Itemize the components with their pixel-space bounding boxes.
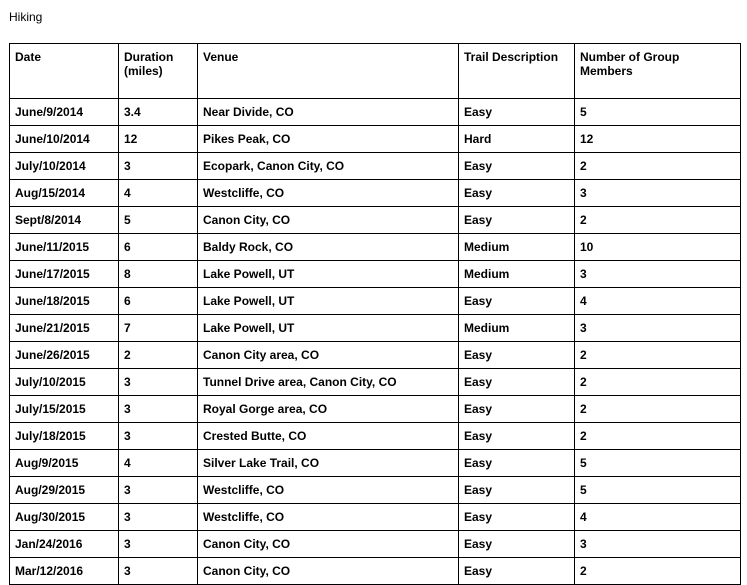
- cell-group-members: 5: [575, 477, 741, 504]
- cell-venue: Canon City area, CO: [198, 342, 459, 369]
- cell-trail-description: Medium: [459, 315, 575, 342]
- cell-date: July/15/2015: [10, 396, 119, 423]
- cell-group-members: 3: [575, 180, 741, 207]
- cell-venue: Lake Powell, UT: [198, 261, 459, 288]
- cell-date: Sept/8/2014: [10, 207, 119, 234]
- cell-group-members: 4: [575, 288, 741, 315]
- table-row: [10, 207, 741, 234]
- cell-trail-description: Easy: [459, 342, 575, 369]
- table-row: [10, 531, 741, 558]
- cell-duration: 3: [119, 153, 198, 180]
- column-header-venue: Venue: [198, 44, 459, 99]
- cell-trail-description: Easy: [459, 423, 575, 450]
- table-row: [10, 126, 741, 153]
- cell-trail-description: Medium: [459, 234, 575, 261]
- table-header-row: [10, 44, 741, 99]
- cell-venue: Westcliffe, CO: [198, 504, 459, 531]
- cell-duration: 2: [119, 342, 198, 369]
- cell-trail-description: Easy: [459, 288, 575, 315]
- cell-group-members: 12: [575, 126, 741, 153]
- cell-group-members: 3: [575, 531, 741, 558]
- cell-date: June/10/2014: [10, 126, 119, 153]
- cell-duration: 3: [119, 558, 198, 585]
- cell-group-members: 5: [575, 99, 741, 126]
- cell-group-members: 2: [575, 558, 741, 585]
- cell-venue: Royal Gorge area, CO: [198, 396, 459, 423]
- cell-duration: 4: [119, 450, 198, 477]
- cell-venue: Tunnel Drive area, Canon City, CO: [198, 369, 459, 396]
- cell-duration: 3: [119, 504, 198, 531]
- hiking-table: [9, 43, 741, 585]
- cell-trail-description: Easy: [459, 153, 575, 180]
- cell-date: June/26/2015: [10, 342, 119, 369]
- table-row: [10, 288, 741, 315]
- cell-trail-description: Easy: [459, 396, 575, 423]
- cell-duration: 8: [119, 261, 198, 288]
- cell-date: Aug/29/2015: [10, 477, 119, 504]
- cell-date: July/18/2015: [10, 423, 119, 450]
- cell-date: June/18/2015: [10, 288, 119, 315]
- table-row: [10, 261, 741, 288]
- cell-venue: Canon City, CO: [198, 558, 459, 585]
- cell-duration: 6: [119, 288, 198, 315]
- column-header-group-members: Number of Group Members: [575, 44, 741, 99]
- table-row: [10, 99, 741, 126]
- table-row: [10, 369, 741, 396]
- cell-trail-description: Easy: [459, 477, 575, 504]
- cell-group-members: 2: [575, 342, 741, 369]
- cell-date: June/11/2015: [10, 234, 119, 261]
- cell-trail-description: Easy: [459, 504, 575, 531]
- cell-trail-description: Easy: [459, 369, 575, 396]
- cell-date: Mar/12/2016: [10, 558, 119, 585]
- cell-date: Jan/24/2016: [10, 531, 119, 558]
- cell-venue: Westcliffe, CO: [198, 477, 459, 504]
- table-row: [10, 234, 741, 261]
- table-row: [10, 315, 741, 342]
- cell-trail-description: Easy: [459, 531, 575, 558]
- cell-trail-description: Easy: [459, 558, 575, 585]
- table-body: [10, 99, 741, 585]
- cell-date: Aug/30/2015: [10, 504, 119, 531]
- cell-trail-description: Hard: [459, 126, 575, 153]
- cell-duration: 3: [119, 396, 198, 423]
- cell-trail-description: Easy: [459, 99, 575, 126]
- cell-venue: Lake Powell, UT: [198, 288, 459, 315]
- cell-duration: 12: [119, 126, 198, 153]
- cell-group-members: 3: [575, 261, 741, 288]
- column-header-date: Date: [10, 44, 119, 99]
- cell-date: Aug/15/2014: [10, 180, 119, 207]
- cell-duration: 7: [119, 315, 198, 342]
- column-header-duration: Duration (miles): [119, 44, 198, 99]
- cell-venue: Canon City, CO: [198, 531, 459, 558]
- cell-group-members: 4: [575, 504, 741, 531]
- table-row: [10, 153, 741, 180]
- cell-venue: Lake Powell, UT: [198, 315, 459, 342]
- cell-duration: 5: [119, 207, 198, 234]
- cell-group-members: 2: [575, 369, 741, 396]
- cell-venue: Canon City, CO: [198, 207, 459, 234]
- cell-venue: Silver Lake Trail, CO: [198, 450, 459, 477]
- cell-duration: 3: [119, 531, 198, 558]
- cell-date: June/21/2015: [10, 315, 119, 342]
- cell-venue: Westcliffe, CO: [198, 180, 459, 207]
- cell-group-members: 2: [575, 207, 741, 234]
- cell-group-members: 2: [575, 423, 741, 450]
- cell-venue: Crested Butte, CO: [198, 423, 459, 450]
- table-row: [10, 342, 741, 369]
- cell-date: July/10/2014: [10, 153, 119, 180]
- cell-duration: 3: [119, 369, 198, 396]
- cell-duration: 3: [119, 477, 198, 504]
- table-row: [10, 558, 741, 585]
- table-row: [10, 504, 741, 531]
- page-title: Hiking: [9, 10, 43, 24]
- cell-date: June/17/2015: [10, 261, 119, 288]
- cell-duration: 3.4: [119, 99, 198, 126]
- cell-date: Aug/9/2015: [10, 450, 119, 477]
- table-row: [10, 477, 741, 504]
- cell-trail-description: Easy: [459, 207, 575, 234]
- cell-date: June/9/2014: [10, 99, 119, 126]
- cell-trail-description: Easy: [459, 180, 575, 207]
- cell-duration: 6: [119, 234, 198, 261]
- column-header-trail-description: Trail Description: [459, 44, 575, 99]
- table-row: [10, 423, 741, 450]
- cell-date: July/10/2015: [10, 369, 119, 396]
- cell-trail-description: Easy: [459, 450, 575, 477]
- cell-group-members: 10: [575, 234, 741, 261]
- cell-group-members: 5: [575, 450, 741, 477]
- cell-venue: Baldy Rock, CO: [198, 234, 459, 261]
- cell-venue: Pikes Peak, CO: [198, 126, 459, 153]
- cell-group-members: 2: [575, 153, 741, 180]
- table-row: [10, 180, 741, 207]
- table-row: [10, 450, 741, 477]
- cell-trail-description: Medium: [459, 261, 575, 288]
- cell-venue: Ecopark, Canon City, CO: [198, 153, 459, 180]
- cell-duration: 4: [119, 180, 198, 207]
- table-row: [10, 396, 741, 423]
- cell-group-members: 2: [575, 396, 741, 423]
- cell-duration: 3: [119, 423, 198, 450]
- cell-venue: Near Divide, CO: [198, 99, 459, 126]
- cell-group-members: 3: [575, 315, 741, 342]
